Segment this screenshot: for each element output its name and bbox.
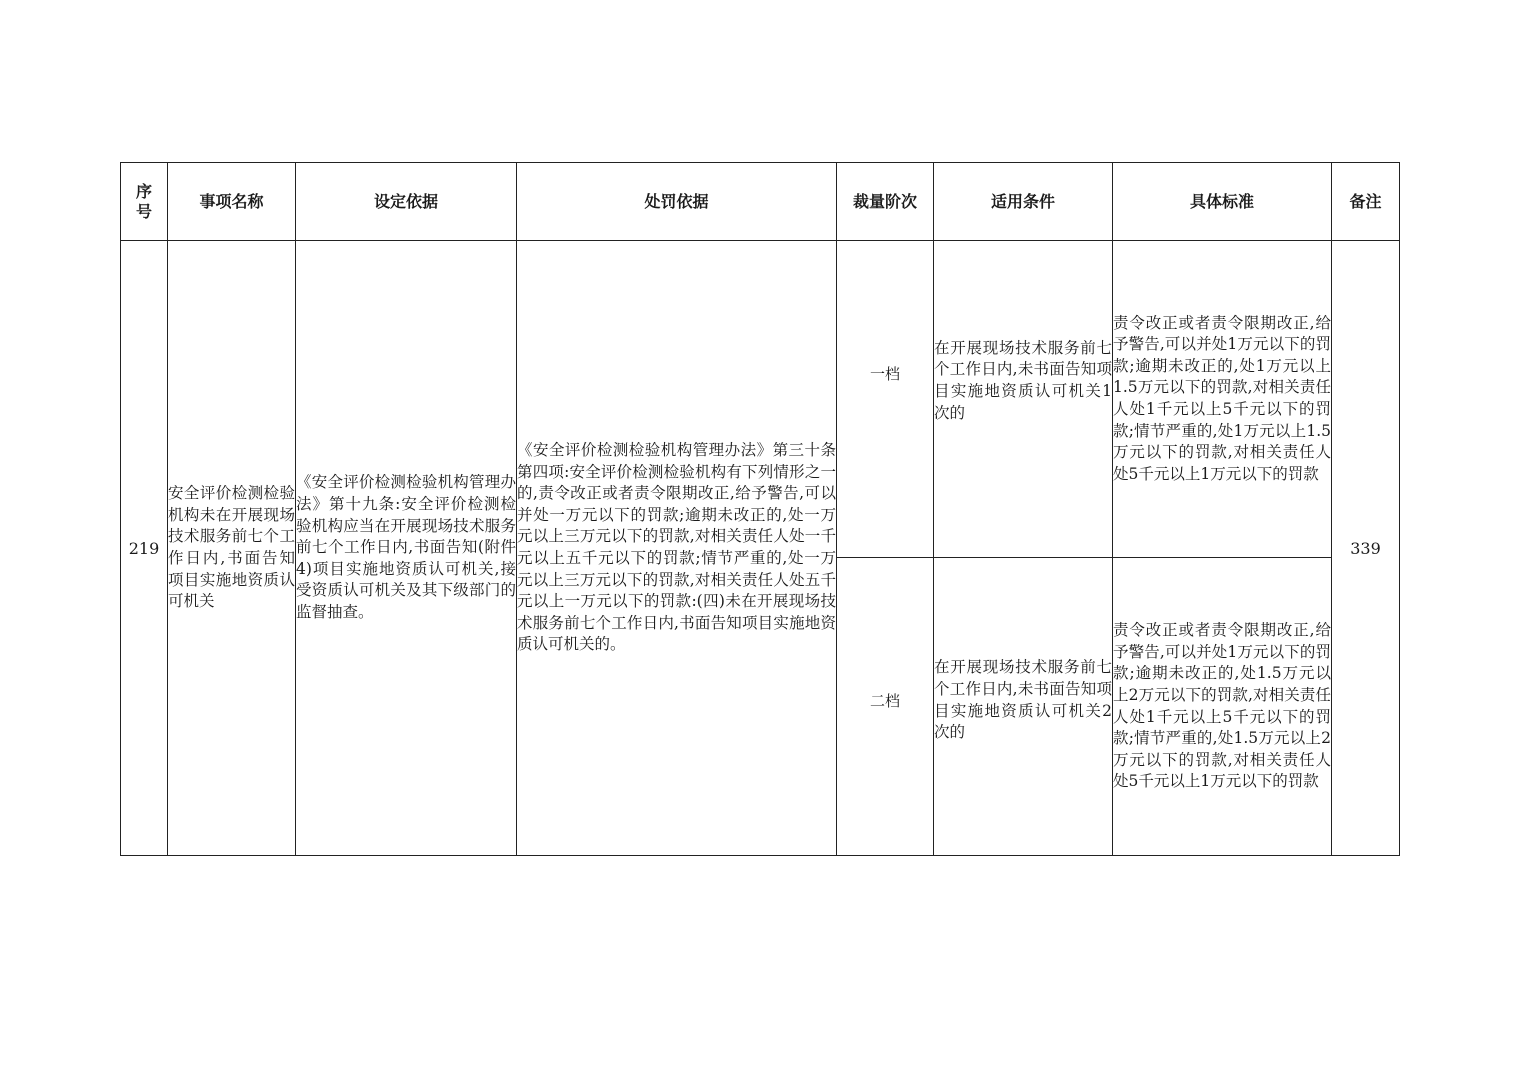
row-penalty-basis (517, 241, 837, 856)
tier-1-level (837, 241, 934, 558)
tier-1-standard (1113, 241, 1332, 558)
tier-1-condition (934, 241, 1113, 558)
tier-2-condition-text: 在开展现场技术服务前七个工作日内,未书面告知项目实施地资质认可机关2次的 (934, 658, 1112, 742)
tier-2-standard (1113, 558, 1332, 856)
penalty-basis-text: 《安全评价检测检验机构管理办法》第三十条第四项:安全评价检测检验机构有下列情形之一的,责令改正或者责令限期改正,给予警告,可以并处一万元以下的罚款;逾期未改正的,处一万元以上三万元以下的罚款,对相关责任人处一千元以上五千元以下的罚款;情节严重的,处一万元以上三万元以下的罚款,对相关责任人处五千元以上一万元以下的罚款:(四)未在开展现场技术服务前七个工作日内,书面告知项目实施地资质认可机关的。 (517, 441, 836, 654)
setting-basis-text: 《安全评价检测检验机构管理办法》第十九条:安全评价检测检验机构应当在开展现场技术服务前七个工作日内,书面告知(附件4)项目实施地资质认可机关,接受资质认可机关及其下级部门的监督抽查。 (296, 473, 516, 621)
header-condition: 适用条件 (934, 163, 1113, 241)
tier-2-standard-text: 责令改正或者责令限期改正,给予警告,可以并处1万元以下的罚款;逾期未改正的,处1.5万元以上2万元以下的罚款,对相关责任人处1千元以上5千元以下的罚款;情节严重的,处1.5万元以上2万元以下的罚款,对相关责任人处5千元以上1万元以下的罚款 (1113, 621, 1331, 791)
header-level: 裁量阶次 (837, 163, 934, 241)
header-standard: 具体标准 (1113, 163, 1332, 241)
header-basis: 设定依据 (296, 163, 517, 241)
header-seq: 序号 (121, 163, 168, 241)
row-seq: 219 (121, 241, 168, 856)
table-row (121, 241, 1400, 558)
row-item-name (168, 241, 296, 856)
tier-1-level-text: 一档 (869, 365, 900, 383)
header-penalty: 处罚依据 (517, 163, 837, 241)
header-name: 事项名称 (168, 163, 296, 241)
tier-1-standard-text: 责令改正或者责令限期改正,给予警告,可以并处1万元以下的罚款;逾期未改正的,处1万元以上1.5万元以下的罚款,对相关责任人处1千元以上5千元以下的罚款;情节严重的,处1万元以上1.5万元以下的罚款,对相关责任人处5千元以上1万元以下的罚款 (1113, 313, 1331, 483)
row-note: 339 (1332, 241, 1400, 856)
penalty-table (120, 162, 1400, 856)
tier-1-condition-text: 在开展现场技术服务前七个工作日内,未书面告知项目实施地资质认可机关1次的 (934, 338, 1112, 422)
header-row (121, 163, 1400, 241)
item-name-text: 安全评价检测检验机构未在开展现场技术服务前七个工作日内,书面告知项目实施地资质认可机关 (168, 484, 295, 611)
row-setting-basis (296, 241, 517, 856)
header-note: 备注 (1332, 163, 1400, 241)
tier-2-level-text: 二档 (869, 692, 900, 710)
tier-2-level (837, 558, 934, 856)
tier-2-condition (934, 558, 1113, 856)
